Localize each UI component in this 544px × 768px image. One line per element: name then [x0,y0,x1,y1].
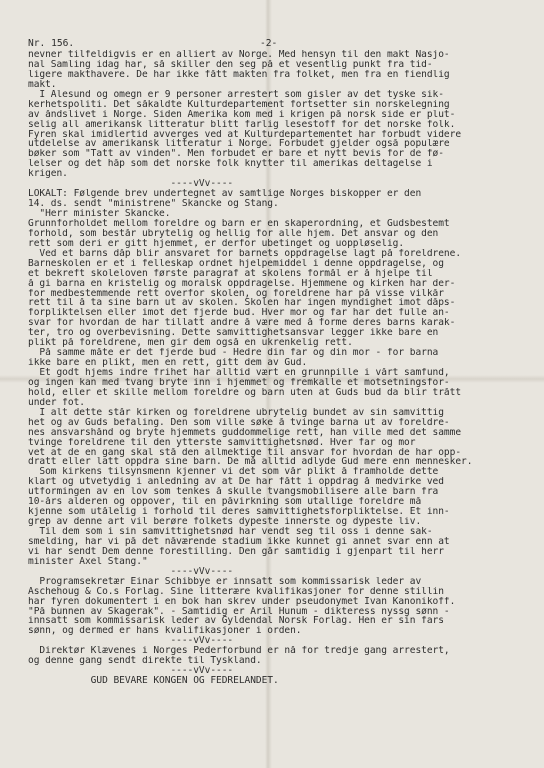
text-line: rett til å ta sine barn ut av skolen. Skolen har ingen myndighet imot dåps- [28,298,456,309]
body-text [28,50,524,686]
text-line: kjenne som utålelig i forhold til deres samvittighetsforpliktelse. Et inn- [28,507,450,518]
text-line: I alt dette står kirken og foreldrene ubrytelig bundet av sin samvittig [28,407,444,418]
text-line: sønn, og dermed er hans kvalifikasjoner i orden. [28,626,302,637]
text-line: klart og utvetydig i anledning av at De har fått i oppdrag å medvirke ved [28,477,444,488]
text-line: "Herr minister Skancke. [28,209,171,219]
text-line: utformingen av en lov som tenkes å skulle tvangsmobilisere alle barn fra [28,487,439,498]
text-line: innsatt som kommissarisk leder av Gyldendal Norsk Forlag. Hen er sin fars [28,616,444,627]
text-line: makt. [28,79,57,90]
text-line: Aschehoug & Co.s Forlag. Sine litterære kvalifikasjoner for denne stillin [28,586,444,597]
text-line: bøker som "Tatt av vinden". Men forbudet er bare et nytt bevis for de fø- [28,149,444,160]
text-line: smelding, har vi på det nåværende stadium ikke kunnet gi annet svar enn at [28,536,450,547]
text-line: forpliktelsen eller imot det fjerde bud. Hver mor og far har det fulle an- [28,308,450,319]
text-line: å gi barna en kristelig og moralsk oppdragelse. Hjemmene og kirken har der- [28,278,456,289]
text-line: rett som deri er gitt hjemmet, er derfor ubetinget og uoppløselig. [28,238,405,249]
text-line: vi har sendt Dem denne forestilling. Den går samtidig i gjenpart til herr [28,546,444,557]
text-line: 14. ds. sendt "ministrene" Skancke og Stang. [28,199,279,209]
page-number: -2- [260,38,278,49]
text-line: het og av Guds befaling. Den som ville søke å tvinge barna ut av foreldre- [28,417,450,428]
section-separator: ----vVv---- [28,636,234,647]
text-line: Som kirkens tilsynsmenn kjenner vi det som vår plikt å framholde dette [28,467,439,478]
text-line: plikt på foreldrene, men gir dem også en ukrenkelig rett. [28,338,353,349]
text-line: Programsekretær Einar Schibbye er innsatt som kommissarisk leder av [28,576,422,587]
text-line: minister Axel Stang." [28,556,148,567]
text-line: "På bunnen av Skagerak". - Samtidig er Aril Hunum - dikteress nyssg sønn - [28,606,450,617]
text-line: Et godt hjems indre frihet har alltid vært en grunnpille i vårt samfund, [28,368,450,378]
text-line: og ingen kan med tvang bryte inn i hjemmet og fremkalle et motsetningsfor- [28,377,450,388]
text-line: LOKALT: Følgende brev undertegnet av samtlige Norges biskopper er den [28,189,422,200]
text-line: ter, tro og overbevisning. Dette samvittighetsansvar legger ikke bare en [28,328,439,339]
text-line: et bekreft skoleloven første paragraf at skolens formål er å hjelpe til [28,268,433,279]
text-line: Direktør Klævenes i Norges Pederforbund er nå for tredje gang arrestert, [28,646,450,657]
text-line: 10-års alderen og oppover, til en påvirkning som utallige foreldre må [28,497,422,508]
text-line: Grunnforholdet mellom foreldre og barn er en skaperordning, et Gudsbestemt [28,218,450,229]
text-line: lelser og det håp som det norske folk knytter til amerikas deltagelse i [28,159,433,170]
text-line: Barneskolen er et i felleskap ordnet hjelpemiddel i denne oppdragelse, og [28,258,444,269]
section-separator: ----vVv---- [28,666,234,677]
text-line: for medbestemmende rett overfor skolen, og foreldrene har på visse vilkår [28,288,444,299]
text-line: GUD BEVARE KONGEN OG FEDRELANDET. [28,676,279,686]
text-line: dratt eller latt oppdra sine barn. De må alltid adlyde Gud mere enn mennesker. [28,457,473,468]
page-header [28,38,516,50]
text-line: nevner tilfeldigvis er en alliert av Norge. Med hensyn til den makt Nasjo- [28,50,450,60]
text-line: og denne gang sendt direkte til Tyskland. [28,656,262,667]
text-line: Fyren skal imidlertid avverges ved at Kulturdepartementet har forbudt videre [28,129,462,140]
text-line: I Ålesund og omegn er 9 personer arrestert som gisler av det tyske sik- [28,89,444,100]
text-line: har fyren dokumentert i en bok han skrev under pseudonymet Ivan Kanonikoff. [28,596,456,607]
section-separator: ----vVv---- [28,566,234,577]
text-line: tvinge foreldrene til den ytterste samvittighetsnød. Hver far og mor [28,437,416,448]
text-line: selig all amerikansk litteratur blitt farlig lesestoff for det norske folk. [28,119,456,130]
text-line: På samme måte er det fjerde bud - Hedre din far og din mor - for barna [28,348,439,359]
text-line: under fot. [28,397,85,408]
text-line: forhold, som består ubrytelig og hellig for alle hjem. Det ansvar og den [28,228,439,239]
section-separator: ----vVv---- [28,179,234,190]
text-line: nal Samling idag har, så skiller den seg på et vesentlig punkt fra tid- [28,59,433,70]
text-line: kerhetspoliti. Det såkaldte Kulturdepartement fortsetter sin norskelegning [28,99,450,110]
text-line: krigen. [28,169,68,180]
text-line: vet at de en gang skal stå den allmektige til ansvar for hvordan de har opp- [28,447,462,458]
text-line: ikke bare en plikt, men en rett, gitt dem av Gud. [28,358,308,368]
text-line: Ved et barns dåp blir ansvaret for barnets oppdragelse lagt på foreldrene. [28,248,462,259]
issue-number: Nr. 156. [28,38,75,49]
text-line: grep av denne art vil berøre folkets dypeste innerste og dypeste liv. [28,517,422,527]
text-line: svar for hvordan de har tillatt andre å være med å forme deres barns karak- [28,318,456,329]
text-line: av åndslivet i Norge. Siden Amerika kom med i krigen på norsk side er plut- [28,109,456,120]
text-line: nes ansvarshånd og bryte hjemmets guddommelige rett, han ville med det samme [28,427,462,438]
text-line: ligere makthavere. De har ikke fått makten fra folket, men fra en fiendlig [28,69,450,80]
text-line: Til dem som i sin samvittighetsnød har vendt seg til oss i denne sak- [28,527,433,537]
text-line: hold, eller et skille mellom foreldre og barn uten at Guds bud da blir trått [28,387,462,398]
text-line: utdelelse av amerikansk litteratur i Norge. Forbudet gjelder også populære [28,139,450,150]
